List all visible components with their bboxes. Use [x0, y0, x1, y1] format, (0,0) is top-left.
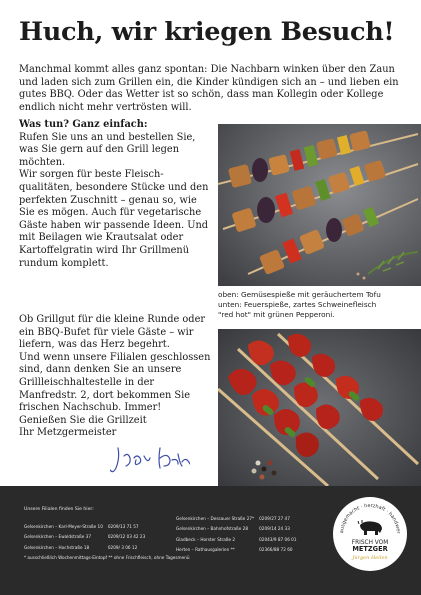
closing-line-2: Ihr Metzgermeister: [19, 427, 117, 439]
branch-phone: 02043/9 87 06 01: [259, 536, 297, 542]
quality-paragraph: Wir sorgen für beste Fleischqualitäten, besondere Stücke und den perfekten Zuschnitt – genau so, wie Sie es mögen. Auch für vegetarische Gäste haben wir passende Ideen. Und mit Beilagen wie Krautsalat oder Kartoffelgratin wird Ihr Grillmenü rundum komplett.: [19, 169, 209, 269]
branch-phone: 0209/ 3 06 12: [107, 544, 138, 550]
bull-icon: [358, 520, 382, 535]
vegetable-skewers-photo: [218, 124, 421, 286]
branch-phone: 0209/12 03 42 23: [107, 534, 146, 540]
caption-line-2: unten: Feuerspieße, zartes Schweinefleisch: [218, 300, 377, 309]
page-title: Huch, wir kriegen Besuch!: [19, 17, 395, 47]
subheading: Was tun? Ganz einfach:: [19, 119, 148, 130]
branches-heading: Unsere Filialen finden Sie hier:: [24, 507, 94, 512]
branch-name: Gelsenkirchen – Bahnhofstraße 28: [176, 526, 248, 532]
station-paragraph: Und wenn unsere Filialen geschlossen sind, dann denken Sie an unsere Grillleischhaltestelle in der Manfredstr. 2, dort bekommen Sie frischen Nachschub. Immer!: [19, 351, 211, 414]
logo-arc-text: ausgemacht · herzhaft · handwer: [338, 502, 402, 534]
caption-line-1: oben: Gemüsespieße mit geräuchertem Tofu: [218, 290, 381, 299]
meat-skewers-illustration: [218, 329, 421, 486]
branch-name: Gelsenkirchen – Dessauer Straße 27*: [176, 516, 255, 521]
branch-name: Gelsenkirchen – Hochstraße 18: [24, 544, 90, 550]
logo-line-2: METZGER: [352, 545, 388, 553]
branch-name: Gelsenkirchen – Karl-Meyer-Straße 10: [24, 524, 103, 529]
left-column-top: [19, 119, 209, 270]
vegetable-skewers-illustration: [218, 124, 421, 286]
footnote: * ausschließlich Wochenmittags-Eintopf ** ohne Frischfleisch, ohne Tagesmenü: [24, 555, 190, 560]
photo-caption: [218, 290, 418, 320]
closing-line-1: Genießen Sie die Grillzeit: [19, 414, 147, 426]
branch-row: [24, 522, 150, 532]
branches-table-right: [176, 514, 302, 555]
branch-row: [176, 535, 302, 545]
brand-logo: [333, 497, 407, 571]
order-paragraph: Rufen Sie uns an und bestellen Sie, was Sie gern auf den Grill legen möchten.: [19, 131, 196, 168]
branch-row: [24, 543, 150, 553]
signature-icon: [110, 444, 190, 474]
buffet-paragraph: Ob Grillgut für die kleine Runde oder ein BBQ-Bufet für viele Gäste – wir liefern, was das Herz begehrt.: [19, 314, 206, 351]
branch-row: [176, 545, 302, 555]
left-column-bottom: [19, 314, 215, 440]
branch-row: [176, 514, 302, 524]
intro-paragraph: Manchmal kommt alles ganz spontan: Die Nachbarn winken über den Zaun und laden sich zum Grillen ein, die Kinder kündigen sich an – und lieben ein gutes BBQ. Oder das Wetter ist so schön, dass man Kollegin oder Kollege endlich nicht mehr vertrösten will.: [19, 64, 399, 113]
branch-phone: 0209/27 27 47: [259, 516, 290, 521]
branch-phone: 0209/14 24 33: [259, 526, 290, 532]
branch-row: [24, 532, 150, 542]
branches-table-left: [24, 522, 150, 553]
logo-badge: [333, 497, 407, 571]
branch-name: Gladbeck – Horster Straße 2: [176, 536, 236, 542]
branch-phone: 02366/88 72 60: [259, 546, 293, 552]
branch-name: Herten – Rathausgalerien **: [176, 546, 235, 552]
branch-row: [176, 524, 302, 534]
logo-signature: Jürgen Heilen: [352, 555, 388, 561]
caption-line-3: "red hot" mit grünen Pepperoni.: [218, 310, 335, 319]
branch-name: Gelsenkirchen – Ewaldstraße 37: [24, 534, 91, 540]
meat-skewers-photo: [218, 329, 421, 486]
footer: [0, 486, 421, 595]
branch-phone: 0209/13 71 57: [107, 524, 139, 529]
logo-line-1: FRISCH VOM: [351, 540, 389, 546]
